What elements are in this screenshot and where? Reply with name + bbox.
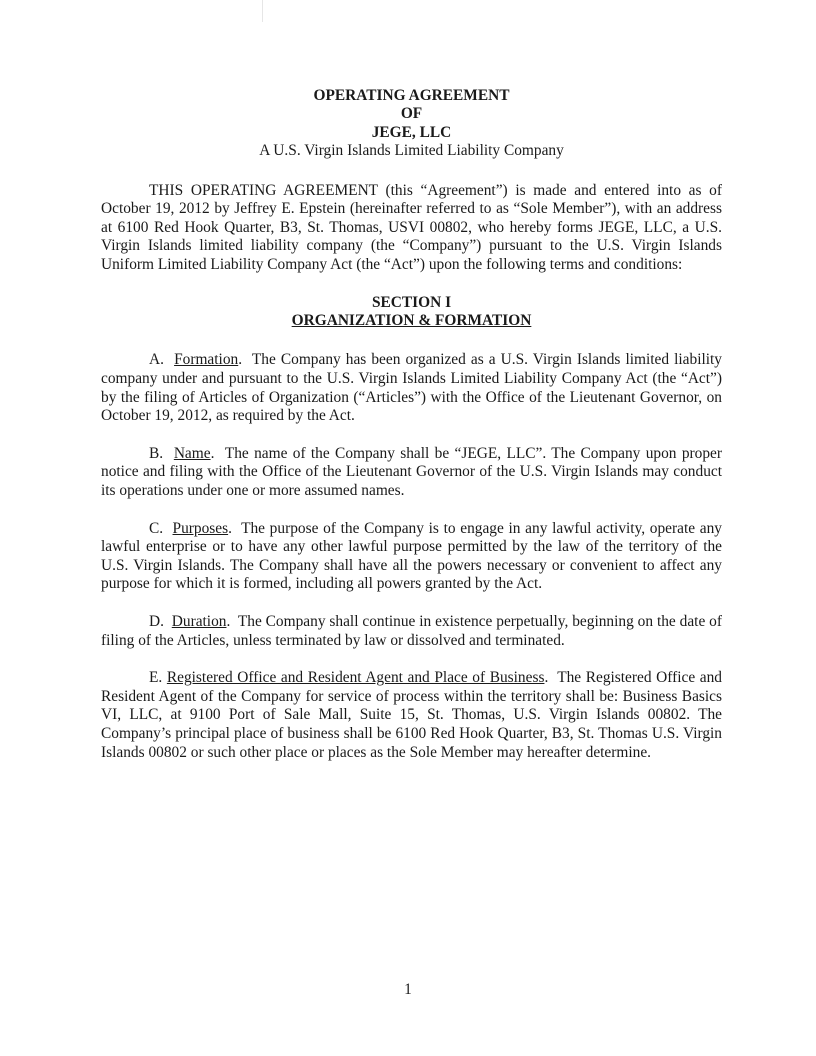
title-line-2: OF: [400, 105, 423, 123]
clause-heading: Formation: [174, 351, 239, 369]
section-heading: [101, 294, 722, 331]
title-line-1: OPERATING AGREEMENT: [313, 87, 510, 104]
clause-heading: Name: [173, 444, 211, 462]
document-subtitle: A U.S. Virgin Islands Limited Liability Company: [259, 142, 564, 160]
page-number: 1: [404, 981, 412, 998]
clause-heading: Duration: [171, 612, 227, 630]
section-number: SECTION I: [371, 293, 452, 311]
page-content: [101, 87, 722, 762]
clause-letter: A.: [149, 351, 164, 369]
clause-purposes: C. Purposes. The purpose of the Company is to engage in any lawful activity, operate any lawful enterprise or to have any other lawful purpose permitted by the law of the territory of the U.S. Virgin Islands. The Company shall have all the powers necessary or convenient to affect any purpose for which it is formed, including all powers granted by the Act.: [101, 519, 722, 593]
clause-heading: Purposes: [172, 519, 229, 537]
clause-text: The name of the Company shall be “JEGE, LLC”. The Company upon proper notice and filing with the Office of the Lieutenant Governor of the U.S. Virgin Islands may conduct its operations under one or more assumed names.: [101, 444, 722, 499]
clause-letter: D.: [149, 612, 164, 630]
clause-formation: A. Formation. The Company has been organized as a U.S. Virgin Islands limited liability company under and pursuant to the U.S. Virgin Islands Limited Liability Company Act (the “Act”) by the filing of Articles of Organization (“Articles”) with the Office of the Lieutenant Governor, on October 19, 2012, as required by the Act.: [101, 351, 722, 425]
clause-text: The Company has been organized as a U.S. Virgin Islands limited liability company under and pursuant to the U.S. Virgin Islands Limited Liability Company Act (the “Act”) by the filing of Articles of Organization (“Articles”) with the Office of the Lieutenant Governor, on October 19, 2012, as required by the Act.: [101, 351, 722, 425]
clause-text: The Registered Office and Resident Agent of the Company for service of process within the territory shall be: Business Basics VI, LLC, at 9100 Port of Sale Mall, Suite 15, St. Thomas, U.S. Virgin Islands 00802. The Company’s principal place of business shall be 6100 Red Hook Quarter, B3, St. Thomas U.S. Virgin Islands 00802 or such other place or places as the Sole Member may hereafter determine.: [101, 669, 722, 761]
clause-heading: Registered Office and Resident Agent and Place of Business: [166, 669, 545, 687]
clause-registered-office: E. Registered Office and Resident Agent and Place of Business. The Registered Office and Resident Agent of the Company for service of process within the territory shall be: Business Basics VI, LLC, at 9100 Port of Sale Mall, Suite 15, St. Thomas, U.S. Virgin Islands 00802. The Company’s principal place of business shall be 6100 Red Hook Quarter, B3, St. Thomas U.S. Virgin Islands 00802 or such other place or places as the Sole Member may hereafter determine.: [101, 669, 722, 761]
clause-name: B. Name. The name of the Company shall be “JEGE, LLC”. The Company upon proper notice and filing with the Office of the Lieutenant Governor of the U.S. Virgin Islands may conduct its operations under one or more assumed names.: [101, 444, 722, 499]
clause-letter: B.: [149, 444, 164, 462]
section-title: ORGANIZATION & FORMATION: [291, 312, 532, 329]
clause-letter: C.: [149, 519, 164, 537]
clause-duration: D. Duration. The Company shall continue in existence perpetually, beginning on the date of filing of the Articles, unless terminated by law or dissolved and terminated.: [101, 612, 723, 649]
title-block: [101, 87, 722, 161]
title-line-3: JEGE, LLC: [371, 123, 452, 141]
clause-text: The Company shall continue in existence perpetually, beginning on the date of filing of the Articles, unless terminated by law or dissolved and terminated.: [101, 612, 723, 649]
intro-paragraph: THIS OPERATING AGREEMENT (this “Agreement”) is made and entered into as of October 19, 2012 by Jeffrey E. Epstein (hereinafter referred to as “Sole Member”), with an address at 6100 Red Hook Quarter, B3, St. Thomas, USVI 00802, who hereby forms JEGE, LLC, a U.S. Virgin Islands limited liability company (the “Company”) pursuant to the U.S. Virgin Islands Uniform Limited Liability Company Act (the “Act”) upon the following terms and conditions:: [101, 181, 722, 273]
clause-text: The purpose of the Company is to engage in any lawful activity, operate any lawful enterprise or to have any other lawful purpose permitted by the law of the territory of the U.S. Virgin Islands. The Company shall have all the powers necessary or convenient to affect any purpose for which it is formed, including all powers granted by the Act.: [101, 519, 722, 593]
clause-letter: E.: [149, 669, 163, 687]
scan-artifact-line: [262, 0, 263, 22]
